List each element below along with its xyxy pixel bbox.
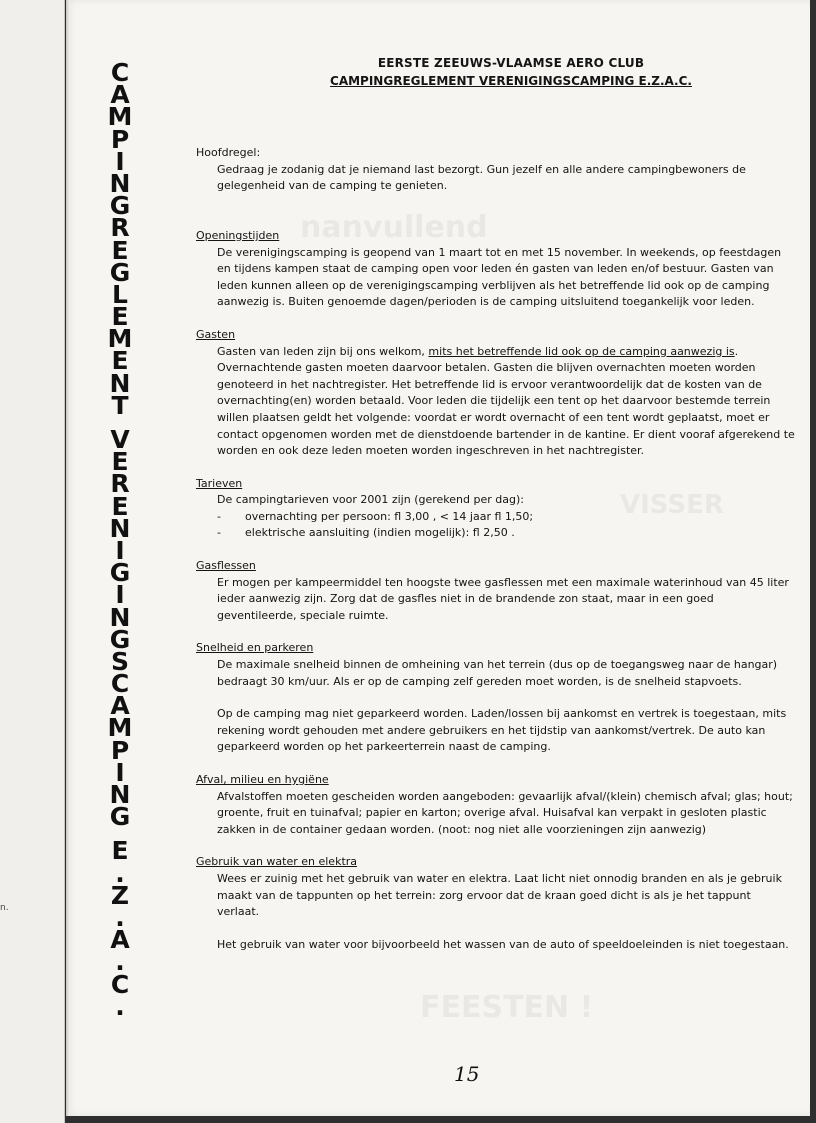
document-title: CAMPINGREGLEMENT VERENIGINGSCAMPING E.Z.A.C. — [330, 73, 692, 88]
vertical-title-letter: I — [115, 535, 125, 565]
section-heading: Openingstijden — [196, 228, 280, 242]
section-water — [196, 854, 796, 953]
vertical-title-letter: C — [110, 669, 130, 699]
vertical-title-letter: M — [107, 713, 133, 743]
page-spine — [66, 0, 70, 1116]
vertical-title-letter: I — [115, 146, 125, 176]
tarief-list — [217, 509, 796, 542]
vertical-title-letter: A — [110, 691, 130, 721]
vertical-title-letter: . — [115, 991, 125, 1021]
section-heading: Afval, milieu en hygiëne — [196, 773, 329, 786]
vertical-title-letter: M — [107, 102, 133, 132]
club-name: EERSTE ZEEUWS-VLAAMSE AERO CLUB — [377, 56, 645, 70]
section-text: Afvalstoffen moeten gescheiden worden aangeboden: gevaarlijk afval/(klein) chemisch afval; glas; hout; groente, fruit en tuinafval; papier en karton; overige afval. Huisafval kan verpakt in gesloten plastic zakken in de container gedaan worden. (noot: nog niet alle voorzieningen zijn aanwezig) — [217, 789, 793, 836]
list-item: - overnachting per persoon: fl 3,00 , < 14 jaar fl 1,50; — [217, 509, 796, 526]
show-through-text: nanvullend — [300, 210, 488, 245]
vertical-title-letter: E — [111, 346, 129, 376]
vertical-title-letter: . — [115, 902, 125, 932]
vertical-title-letter: N — [109, 602, 131, 632]
section-tarieven — [196, 476, 796, 542]
section-text: Wees er zuinig met het gebruik van water en elektra. Laat licht niet onnodig branden en als je gebruik maakt van de tappunten op het terrein: zorg ervoor dat de kraan goed dicht is als je het tappunt verlaat. — [217, 871, 782, 919]
vertical-title-letter: P — [110, 735, 130, 765]
vertical-title-letter: I — [115, 580, 125, 610]
section-text: Gedraag je zodanig dat je niemand last bezorgt. Gun jezelf en alle andere campingbewoners de gelegenheid van de camping te genieten. — [217, 162, 746, 193]
section-text — [217, 344, 796, 460]
vertical-title-letter: N — [109, 368, 131, 398]
section-text: Het gebruik van water voor bijvoorbeeld het wassen van de auto of speeldoeleinden is niet toegestaan. — [217, 937, 789, 951]
section-heading: Hoofdregel: — [196, 146, 261, 160]
section-heading: Gasflessen — [196, 559, 256, 573]
vertical-title-letter: N — [109, 168, 131, 198]
vertical-title-letter: R — [110, 213, 130, 243]
vertical-title-letter: P — [110, 124, 130, 154]
vertical-title-letter: L — [112, 279, 128, 309]
vertical-title-letter: S — [110, 646, 129, 676]
section-heading: Gebruik van water en elektra — [196, 855, 358, 869]
section-text: Op de camping mag niet geparkeerd worden. Laden/lossen bij aankomst en vertrek is toegestaan, mits rekening wordt gehouden met andere gebruikers en het tijdstip van aankomst/vertrek. De auto kan geparkeerd worden op het parkeerterrein naast de camping. — [217, 707, 787, 754]
vertical-title-letter: G — [109, 802, 131, 832]
facing-page-mark: n. — [0, 903, 9, 913]
vertical-title-letter: E — [111, 302, 129, 332]
vertical-title-letter: N — [109, 513, 131, 543]
section-heading: Gasten — [196, 327, 236, 341]
vertical-title-letter: E — [111, 491, 129, 521]
vertical-title-letter: T — [111, 390, 129, 420]
document-content — [196, 55, 796, 953]
vertical-title-letter: Z — [110, 880, 130, 910]
section-text: De campingtarieven voor 2001 zijn (gerekend per dag): — [217, 493, 524, 507]
vertical-title-letter: G — [109, 257, 131, 287]
vertical-title-letter: C — [110, 58, 130, 87]
section-text: Er mogen per kampeermiddel ten hoogste twee gasflessen met een maximale waterinhoud van 45 liter ieder aanwezig zijn. Zorg dat de gasfles niet in de brandende zon staat, maar in een goed geventileerde, speciale ruimte. — [217, 575, 789, 622]
section-gasten — [196, 327, 796, 460]
vertical-title-letter: M — [107, 324, 133, 354]
vertical-title-letter: A — [110, 80, 130, 110]
list-item: - elektrische aansluiting (indien mogelijk): fl 2,50 . — [217, 525, 796, 542]
vertical-title-letter: . — [115, 858, 125, 888]
vertical-title-letter: E — [111, 447, 129, 477]
text-part: . Overnachtende gasten moeten daarvoor betalen. Gasten die blijven overnachten moeten worden genoteerd in het nachtregister. Het betreffende lid is ervoor verantwoordelijk dat de kosten van de overnachting(en) worden betaald. Voor leden die tijdelijk een tent op het daarvoor bestemde terrein willen plaatsen geldt het volgende: voordat er wordt overnacht of een tent wordt geplaatst, moet er contact opgenomen worden met de dienstdoende bartender in de kantine. Er dient vooraf afgerekend te worden en ook deze leden moeten worden ingeschreven in het nachtregister. — [217, 344, 795, 458]
vertical-title-letter: . — [115, 947, 125, 977]
section-heading: Tarieven — [196, 476, 243, 490]
vertical-title-letter: G — [109, 624, 131, 654]
vertical-title-letter: N — [109, 780, 131, 809]
vertical-title-letter: A — [110, 925, 130, 955]
show-through-text: FEESTEN ! — [420, 990, 594, 1025]
section-hoofdregel — [196, 145, 796, 195]
vertical-title-letter: G — [109, 558, 131, 588]
section-gasflessen — [196, 558, 796, 624]
section-afval — [196, 772, 796, 838]
text-emphasis: mits het betreffende lid ook op de camping aanwezig is — [428, 344, 735, 358]
vertical-title-letter: I — [115, 757, 125, 787]
vertical-title-letter: C — [110, 969, 130, 999]
section-heading: Snelheid en parkeren — [196, 641, 314, 655]
vertical-title-letter: R — [110, 469, 130, 499]
text-part: Gasten van leden zijn bij ons welkom, — [217, 344, 429, 358]
document-header — [226, 55, 796, 89]
page-number: 15 — [454, 1062, 480, 1086]
vertical-title-letter: E — [111, 836, 129, 866]
section-text: De maximale snelheid binnen de omheining van het terrein (dus op de toegangsweg naar de hangar) bedraagt 30 km/uur. Als er op de camping zelf gereden moet worden, is de snelheid stapvoets. — [217, 658, 778, 688]
show-through-text: VISSER — [620, 490, 724, 520]
scan-bottom-edge — [66, 1116, 810, 1123]
vertical-title — [100, 58, 140, 1021]
section-text: De verenigingscamping is geopend van 1 maart tot en met 15 november. In weekends, op feestdagen en tijdens kampen staat de camping open voor leden én gasten van leden en/of bestuur. Gasten van leden kunnen alleen op de verenigingscamping verblijven als het betreffende lid ook op de camping aanwezig is. Buiten genoemde dagen/perioden is de camping uitsluitend toegankelijk voor leden. — [217, 245, 782, 309]
section-openingstijden — [196, 228, 796, 311]
vertical-title-letter: G — [109, 191, 131, 221]
facing-page-edge — [0, 0, 65, 1123]
section-snelheid — [196, 640, 796, 756]
vertical-title-letter: E — [111, 235, 129, 265]
vertical-title-letter: V — [110, 425, 130, 454]
